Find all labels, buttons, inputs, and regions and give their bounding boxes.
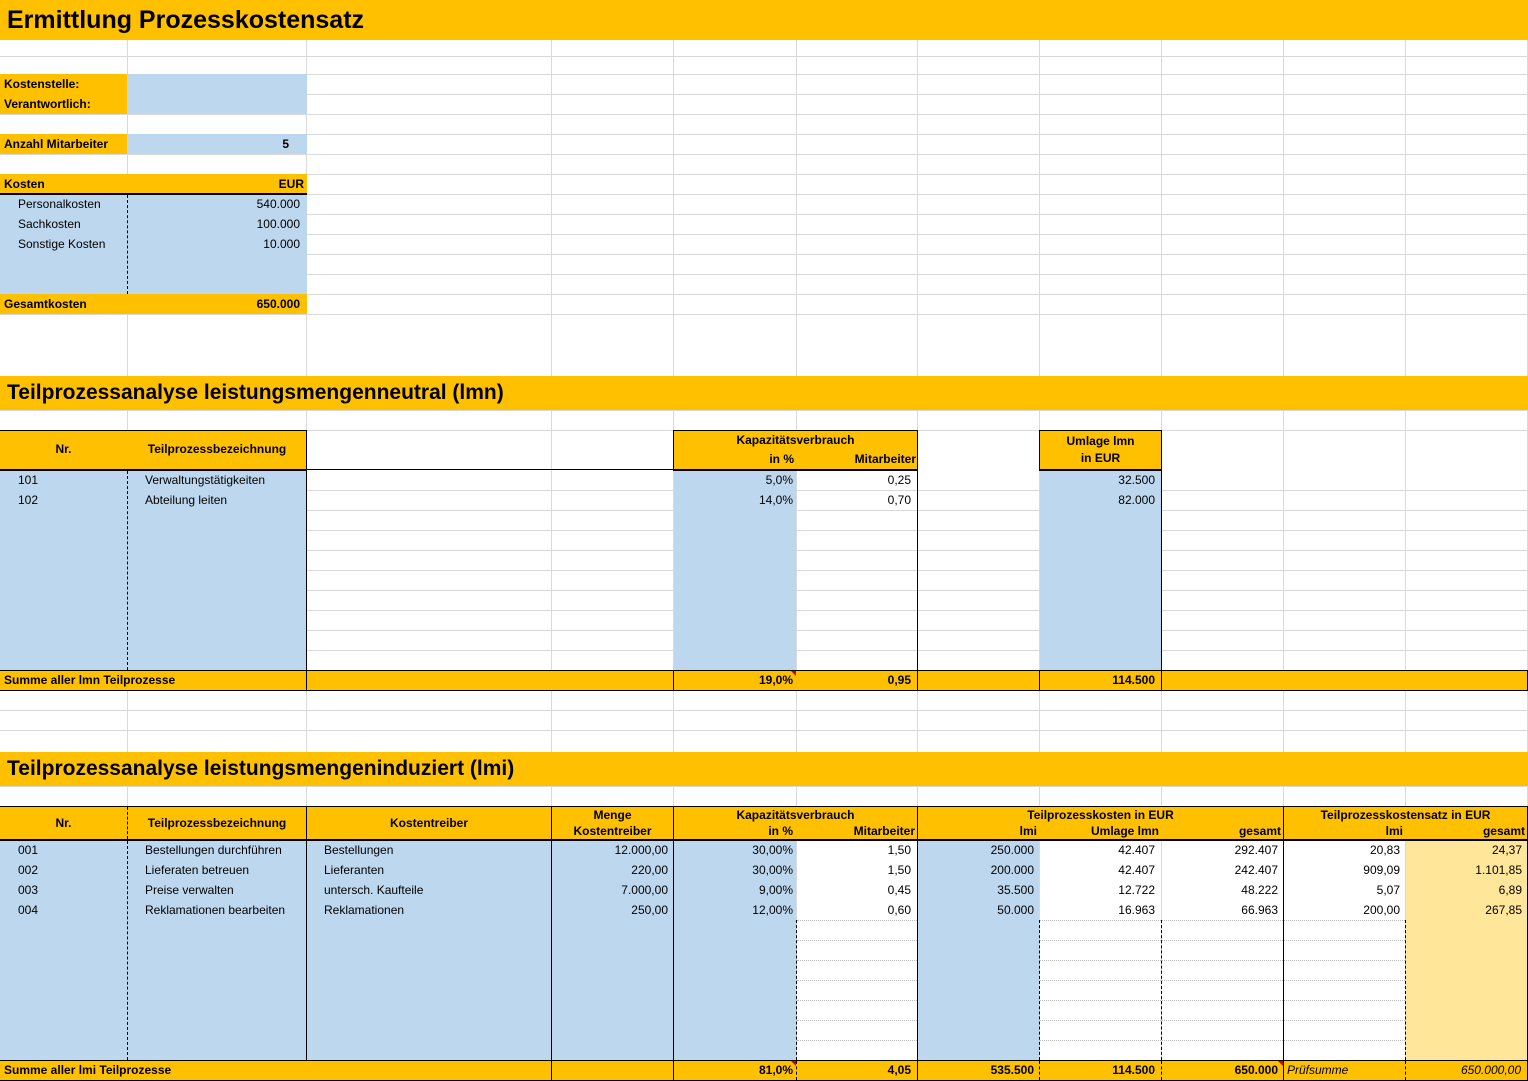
lmi-row-nr[interactable]: 003 bbox=[18, 883, 39, 897]
kosten-row-label: Sachkosten bbox=[18, 217, 81, 231]
lmi-row-pct[interactable]: 9,00% bbox=[758, 883, 793, 897]
border bbox=[306, 430, 307, 470]
lmn-header-kap-ma: Mitarbeiter bbox=[797, 450, 918, 469]
dotted-gridline bbox=[797, 980, 917, 981]
lmi-header-tps-gesamt: gesamt bbox=[1482, 824, 1525, 838]
lmi-row-umlage: 42.407 bbox=[1118, 863, 1155, 877]
lmi-row-bez[interactable]: Preise verwalten bbox=[145, 883, 234, 897]
lmi-row-satz-lmi: 909,09 bbox=[1363, 863, 1400, 877]
border bbox=[306, 471, 307, 670]
page-title: Ermittlung Prozesskostensatz bbox=[0, 0, 1528, 40]
lmi-header-bez: Teilprozessbezeichnung bbox=[147, 816, 287, 830]
border bbox=[917, 471, 918, 670]
verantwortlich-input[interactable] bbox=[127, 94, 307, 114]
lmi-row-umlage: 12.722 bbox=[1118, 883, 1155, 897]
lmn-header-bez: Teilprozessbezeichnung bbox=[127, 430, 307, 469]
kosten-row-value[interactable]: 10.000 bbox=[263, 237, 300, 251]
lmi-row-bez[interactable]: Reklamationen bearbeiten bbox=[145, 903, 286, 917]
lmi-row-pct[interactable]: 30,00% bbox=[752, 843, 793, 857]
dotted-gridline bbox=[797, 1000, 917, 1001]
kosten-row-value[interactable]: 100.000 bbox=[256, 217, 300, 231]
lmn-section-title: Teilprozessanalyse leistungsmengenneutral (lmn) bbox=[0, 376, 1528, 410]
border bbox=[673, 430, 918, 431]
border bbox=[917, 430, 918, 470]
kosten-row-label: Sonstige Kosten bbox=[18, 237, 106, 251]
kostenstelle-input[interactable] bbox=[127, 74, 307, 94]
border bbox=[673, 430, 674, 470]
border bbox=[1039, 430, 1040, 470]
lmi-row-gesamt: 292.407 bbox=[1234, 843, 1278, 857]
lmi-header-menge-2: Kostentreiber bbox=[573, 824, 652, 838]
lmi-row-satz-gesamt: 24,37 bbox=[1491, 843, 1522, 857]
lmn-row-pct[interactable]: 5,0% bbox=[765, 473, 793, 487]
lmn-sum-ma: 0,95 bbox=[887, 673, 911, 687]
lmn-sum-pct: 19,0% bbox=[758, 673, 793, 687]
lmi-sum-label: Summe aller lmi Teilprozesse bbox=[4, 1063, 172, 1077]
comment-marker-icon[interactable] bbox=[1278, 1061, 1283, 1066]
lmi-row-menge[interactable]: 12.000,00 bbox=[614, 843, 668, 857]
lmi-row-lmi[interactable]: 50.000 bbox=[997, 903, 1034, 917]
border bbox=[1161, 471, 1162, 670]
lmi-header-tpk-gesamt: gesamt bbox=[1238, 824, 1281, 838]
lmi-header-menge-1: Menge bbox=[593, 808, 632, 822]
lmi-row-lmi[interactable]: 200.000 bbox=[990, 863, 1034, 877]
lmi-row-gesamt: 242.407 bbox=[1234, 863, 1278, 877]
lmi-row-ma: 1,50 bbox=[887, 843, 911, 857]
gridline bbox=[0, 314, 1528, 315]
lmi-row-ma: 0,60 bbox=[887, 903, 911, 917]
lmi-section-title: Teilprozessanalyse leistungsmengeninduziert (lmi) bbox=[0, 752, 1528, 786]
lmi-row-menge[interactable]: 250,00 bbox=[631, 903, 668, 917]
lmi-header-tpk: Teilprozesskosten in EUR bbox=[1027, 808, 1174, 822]
lmn-header-umlage-1: Umlage lmn bbox=[1039, 430, 1162, 450]
lmi-row-satz-gesamt: 1.101,85 bbox=[1475, 863, 1522, 877]
lmi-row-umlage: 42.407 bbox=[1118, 843, 1155, 857]
lmn-header-kap: Kapazitätsverbrauch bbox=[673, 430, 918, 450]
border bbox=[0, 690, 1528, 691]
gesamtkosten-label: Gesamtkosten bbox=[0, 294, 127, 314]
lmi-row-treiber[interactable]: Reklamationen bbox=[324, 903, 405, 917]
gridline bbox=[0, 56, 1528, 57]
lmi-row-satz-lmi: 200,00 bbox=[1363, 903, 1400, 917]
dotted-gridline bbox=[1284, 1020, 1405, 1021]
lmn-sum-umlage: 114.500 bbox=[1112, 673, 1155, 687]
lmi-row-treiber[interactable]: untersch. Kaufteile bbox=[324, 883, 424, 897]
lmi-row-pct[interactable]: 30,00% bbox=[752, 863, 793, 877]
lmi-header-tps-lmi: lmi bbox=[1385, 824, 1403, 838]
lmi-row-satz-lmi: 20,83 bbox=[1369, 843, 1400, 857]
lmn-row-nr[interactable]: 101 bbox=[18, 473, 39, 487]
lmi-row-treiber[interactable]: Lieferanten bbox=[324, 863, 385, 877]
lmi-row-gesamt: 66.963 bbox=[1241, 903, 1278, 917]
gridline bbox=[0, 154, 1528, 155]
lmn-row-bez[interactable]: Abteilung leiten bbox=[145, 493, 228, 507]
lmn-sum-label: Summe aller lmn Teilprozesse bbox=[4, 673, 176, 687]
lmi-header-kap-pct: in % bbox=[768, 824, 793, 838]
dashed-divider bbox=[1161, 920, 1162, 1060]
lmi-sum-umlage: 114.500 bbox=[1112, 1063, 1155, 1077]
border bbox=[307, 469, 673, 470]
dotted-gridline bbox=[797, 1020, 917, 1021]
lmi-sum-gesamt: 650.000 bbox=[1234, 1063, 1278, 1077]
lmn-header-nr: Nr. bbox=[0, 430, 127, 469]
gridline bbox=[0, 786, 1528, 787]
lmi-row-satz-lmi: 5,07 bbox=[1376, 883, 1400, 897]
border bbox=[0, 430, 307, 431]
comment-marker-icon[interactable] bbox=[791, 671, 796, 676]
lmn-row-umlage: 82.000 bbox=[1118, 493, 1155, 507]
dotted-gridline bbox=[1284, 1000, 1405, 1001]
gridline bbox=[0, 410, 1528, 411]
lmi-row-bez[interactable]: Lieferaten betreuen bbox=[145, 863, 250, 877]
lmn-row-umlage: 32.500 bbox=[1118, 473, 1155, 487]
lmi-row-ma: 1,50 bbox=[887, 863, 911, 877]
border bbox=[1161, 430, 1162, 470]
lmi-row-lmi[interactable]: 35.500 bbox=[997, 883, 1034, 897]
dotted-gridline bbox=[1284, 1040, 1405, 1041]
lmi-row-lmi[interactable]: 250.000 bbox=[990, 843, 1034, 857]
border bbox=[551, 1060, 552, 1081]
pruefsumme-value: 650.000,00 bbox=[1460, 1063, 1521, 1077]
gridline bbox=[0, 730, 1528, 731]
dashed-divider bbox=[796, 920, 797, 1060]
lmi-header-kap-ma: Mitarbeiter bbox=[853, 824, 915, 838]
lmi-row-umlage: 16.963 bbox=[1118, 903, 1155, 917]
border bbox=[1161, 670, 1162, 691]
lmi-sum-pct: 81,0% bbox=[758, 1063, 793, 1077]
lmi-row-ma: 0,45 bbox=[887, 883, 911, 897]
dotted-gridline bbox=[797, 960, 917, 961]
comment-marker-icon[interactable] bbox=[791, 1061, 796, 1066]
gridline bbox=[0, 114, 1528, 115]
lmi-sum-lmi: 535.500 bbox=[990, 1063, 1034, 1077]
lmn-row-ma: 0,70 bbox=[887, 493, 911, 507]
dashed-divider bbox=[1405, 920, 1406, 1060]
gesamtkosten-value: 650.000 bbox=[127, 294, 307, 314]
lmi-row-menge[interactable]: 220,00 bbox=[631, 863, 668, 877]
lmi-row-pct[interactable]: 12,00% bbox=[752, 903, 793, 917]
lmi-header-kap: Kapazitätsverbrauch bbox=[736, 808, 855, 822]
lmi-row-satz-gesamt: 6,89 bbox=[1498, 883, 1522, 897]
lmi-header-tpk-umlage: Umlage lmn bbox=[1090, 824, 1159, 838]
lmn-header-kap-pct: in % bbox=[673, 450, 797, 469]
lmn-row-nr[interactable]: 102 bbox=[18, 493, 39, 507]
lmi-header-nr: Nr. bbox=[55, 816, 72, 830]
kosten-row-value[interactable]: 540.000 bbox=[256, 197, 300, 211]
lmn-header-umlage-2: in EUR bbox=[1039, 450, 1162, 469]
lmi-header-tps: Teilprozesskostensatz in EUR bbox=[1320, 808, 1491, 822]
lmi-row-gesamt: 48.222 bbox=[1241, 883, 1278, 897]
verantwortlich-label: Verantwortlich: bbox=[0, 94, 127, 114]
lmi-row-nr[interactable]: 004 bbox=[18, 903, 39, 917]
gridline bbox=[0, 710, 1528, 711]
lmi-row-nr[interactable]: 001 bbox=[18, 843, 39, 857]
lmi-row-menge[interactable]: 7.000,00 bbox=[621, 883, 668, 897]
lmi-row-treiber[interactable]: Bestellungen bbox=[324, 843, 394, 857]
mitarbeiter-input[interactable]: 5 bbox=[127, 134, 307, 154]
dotted-gridline bbox=[1284, 980, 1405, 981]
dotted-gridline bbox=[1284, 940, 1405, 941]
lmn-row-ma: 0,25 bbox=[887, 473, 911, 487]
border bbox=[306, 670, 307, 691]
border bbox=[917, 670, 918, 691]
mitarbeiter-label: Anzahl Mitarbeiter bbox=[0, 134, 127, 154]
kosten-row-label: Personalkosten bbox=[18, 197, 101, 211]
kostenstelle-label: Kostenstelle: bbox=[0, 74, 127, 94]
lmi-row-bez[interactable]: Bestellungen durchführen bbox=[145, 843, 282, 857]
dashed-divider bbox=[1039, 920, 1040, 1060]
lmi-header-tpk-lmi: lmi bbox=[1019, 824, 1037, 838]
lmi-header-treiber: Kostentreiber bbox=[389, 816, 469, 830]
dotted-gridline bbox=[1284, 960, 1405, 961]
lmi-row-nr[interactable]: 002 bbox=[18, 863, 39, 877]
kosten-header-unit: EUR bbox=[127, 174, 307, 194]
pruefsumme-label: Prüfsumme bbox=[1287, 1063, 1349, 1077]
border bbox=[1039, 430, 1162, 431]
dotted-gridline bbox=[797, 1040, 917, 1041]
lmn-row-pct[interactable]: 14,0% bbox=[758, 493, 793, 507]
lmi-sum-ma: 4,05 bbox=[887, 1063, 911, 1077]
lmn-row-bez[interactable]: Verwaltungstätigkeiten bbox=[145, 473, 266, 487]
lmi-row-satz-gesamt: 267,85 bbox=[1485, 903, 1522, 917]
kosten-header-label: Kosten bbox=[0, 174, 127, 194]
dotted-gridline bbox=[797, 940, 917, 941]
